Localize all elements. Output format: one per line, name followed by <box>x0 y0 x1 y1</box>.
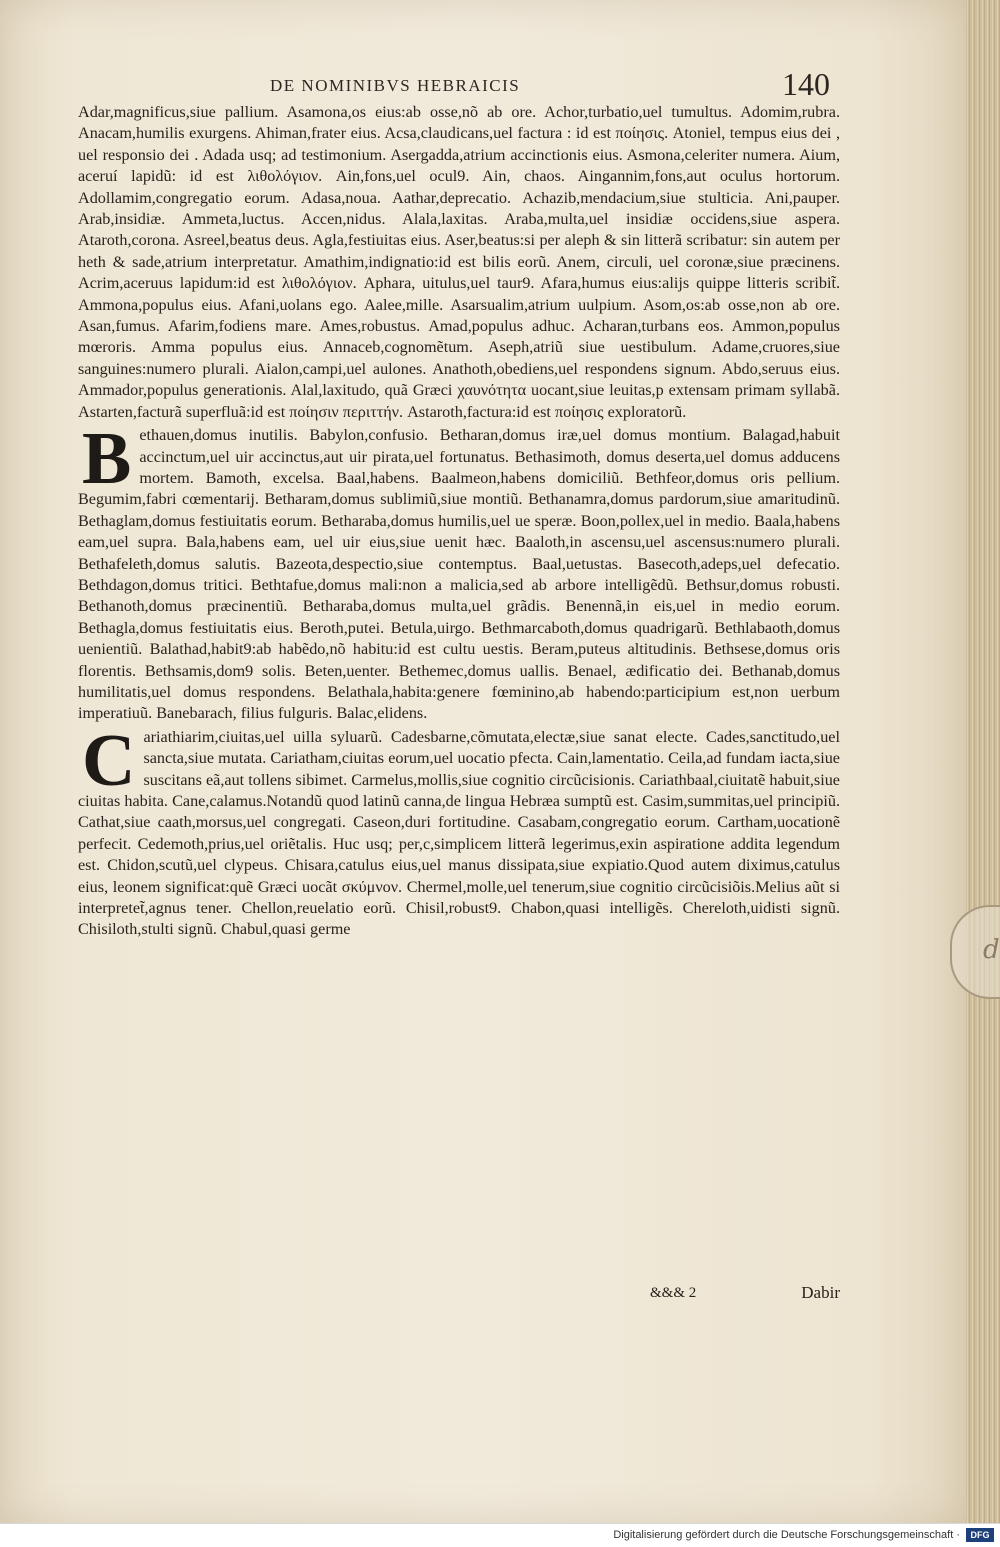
page-edges <box>966 0 1000 1523</box>
entries-a: Adar,magnificus,siue pallium. Asamona,os eius:ab osse,nõ ab ore. Achor,turbatio,uel tumultus. Adomim,rubra. Anacam,humilis exurgens. Ahiman,frater eius. Acsa,claudicans,uel factura : id est ποίησις. Atoniel, tempus eius dei , uel responsio dei . Adada usq; ad testimonium. Asergadda,atrium accinctionis eius. Asmona,celeriter numera. Aium, aceruí lapidũ: id est λιθολόγιον. Ain,fons,uel ocul9. Ain, chaos. Aingannim,fons,aut oculus hortorum. Adollamim,congregatio eorum. Adasa,noua. Aathar,deprecatio. Achazib,mendacium,siue stulticia. Ani,pauper. Arab,insidiæ. Ammeta,luctus. Accen,nidus. Alala,laxitas. Araba,multa,uel insidiæ occidens,siue aspera. Ataroth,corona. Asreel,beatus deus. Agla,festiuitas eius. Aser,beatus:si per aleph & sin litterã scribatur: sin autem per heth & sade,atrium interpretatur. Amathim,indignatio:id est bilis eorũ. Anem, circuli, uel coronæ,siue præcinens. Acrim,aceruus lapidum:id est λιθολόγιον. Aphara, uitulus,uel taur9. Afara,humus eius:alijs quippe litteris scribit̃. Ammona,populus eius. Afani,uolans ego. Aalee,mille. Asarsualim,atrium uulpium. Asom,os:ab osse,non ab ore. Asan,fumus. Afarim,fodiens mare. Ames,robustus. Amad,populus adhuc. Acharan,turbans eos. Ammon,populus mœroris. Amma populus eius. Annaceb,cognomẽtum. Aseph,atriũ siue uestibulum. Adame,cruores,siue sanguines:numero plurali. Aialon,campi,uel aulones. Anathoth,obediens,uel respondens signum. Abdo,seruus eius. Ammador,populus generationis. Alal,laxitudo, quã Græci χαυνότητα uocant,siue leuitas,p extensam primam syllabã. Astarten,facturã superfluã:id est ποίησιν περιττήν. Astaroth,factura:id est ποίησις exploratorũ. <box>78 103 840 421</box>
thumb-tab-glyph: d <box>983 935 1000 965</box>
main-text <box>78 102 840 941</box>
signature-mark: &&& 2 <box>650 1285 697 1301</box>
page-header <box>270 66 830 106</box>
digitization-footer <box>0 1523 1000 1547</box>
folio-number: 140 <box>782 66 830 102</box>
catchword: Dabir <box>801 1283 840 1302</box>
funding-credit: Digitalisierung gefördert durch die Deutsche Forschungsgemeinschaft · <box>613 1529 960 1541</box>
running-title: DE NOMINIBVS HEBRAICIS <box>270 76 521 95</box>
entries-c: Cariathiarim,ciuitas,uel uilla syluarũ. Cadesbarne,cõmutata,electæ,siue sanat electe. Cades,sanctitudo,uel sancta,siue mutata. Cariatham,ciuitas eorum,uel uocatio pfecta. Cain,lamentatio. Ceila,ad fundam iacta,siue suscitans eã,aut tollens sibimet. Carmelus,mollis,siue cognitio circũcisionis. Cariathbaal,ciuitatẽ habuit,siue ciuitas habita. Cane,calamus.Notandũ quod latinũ canna,de lingua Hebræa sumptũ est. Casim,summitas,uel principiũ. Cathat,siue caath,morsus,uel congregati. Caseon,duri fortitudine. Casabam,congregatio eorum. Cartham,uocationẽ perfecit. Cedemoth,prius,uel oriẽtalis. Huc usq; per,c,simplicem litterã legerimus,exin aspiratione addita legendum est. Chidon,scutũ,uel clypeus. Chisara,catulus eius,uel manus dissipata,siue expiatio.Quod autem diximus,catulus eius, leonem significat:quẽ Græci uocãt σκύμνον. Chermel,molle,uel tenerum,siue cognitio circũcisiõis.Melius aũt si interpretet̃,agnus tener. Chellon,reuelatio eorũ. Chisil,robust9. Chabon,quasi intelligẽs. Chereloth,uidisti signũ. Chisiloth,stulti signũ. Chabul,quasi germe <box>78 719 840 939</box>
dfg-logo-icon: DFG <box>966 1528 994 1542</box>
catchline <box>640 1283 840 1309</box>
entries-b: Bethauen,domus inutilis. Babylon,confusio. Betharan,domus iræ,uel domus montium. Balagad,habuit accinctum,uel uir accinctus,aut uir pirata,uel fortunatus. Bethasimoth, domus deserta,uel domus adducens mortem. Bamoth, excelsa. Baal,habens. Baalmeon,habens domiciliũ. Bethfeor,domus oris pellium. Begumim,fabri cœmentarij. Betharam,domus sublimiũ,siue montiũ. Bethanamra,domus pardorum,siue amaritudinũ. Bethaglam,domus festiuitatis eorum. Betharaba,domus humilis,uel ue speræ. Boon,pollex,uel in medio. Baala,habens eam,uel supra. Bala,habens eam, uel uir eius,siue uenit hæc. Baaloth,in ascensu,uel ascensus:numero plurali. Bethafeleth,domus salutis. Bazeota,despectio,siue contemptus. Baal,uetustas. Basecoth,adeps,uel defecatio. Bethdagon,domus tritici. Bethtafue,domus mali:non a malicia,sed ab arbore intelligẽdũ. Bethsur,domus robusti. Bethanoth,domus præcinentiũ. Betharaba,domus multa,uel grãdis. Benennã,in eis,uel in medio eorum. Bethagla,domus festiuitatis eius. Beroth,putei. Betula,uirgo. Bethmarcaboth,domus quadrigarũ. Bethlabaoth,domus uenientiũ. Balathad,habit9:ab habẽdo,nõ habitu:id est cultu uestis. Beram,puteus altitudinis. Bethsese,domus oris florentis. Bethsamis,dom9 solis. Beten,uenter. Bethemec,domus uallis. Benael, ædificatio dei. Bethanab,domus humilitatis,uel domus respondens. Belathala,habita:genere fœminino,ab habendo:participium est,non uerbum imperatiuũ. Banebarach, filius fulguris. Balac,elidens. <box>78 418 840 723</box>
